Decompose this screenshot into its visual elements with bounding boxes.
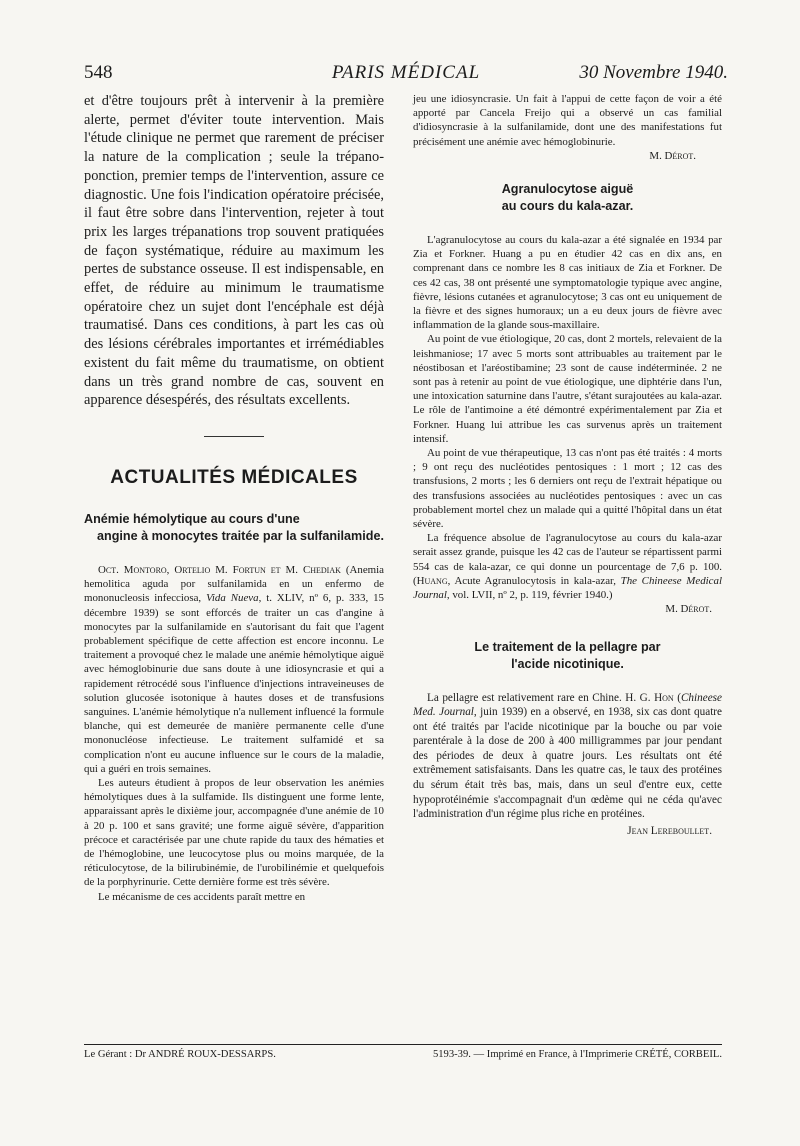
article-paragraph: Les auteurs étudient à propos de leur observation les anémies hémolytiques dues à la sulfamide. Ils distinguent une forme lente, apparaissant après le dixième jour, accompagnée d'une anémie de 10 à 20 p. 100 et sans gravité; une forme aiguë sévère, d'apparition précoce et caractérisée par une chute rapide du taux des hématies et de l'hémoglobine, une leucocytose plus ou moins marquée, de la réticulocytose, de la bilirubinémie, de l'urobilinémie et quelquefois de la porphyrinurie. Cette dernière forme est très sévère. xyxy=(84,777,384,889)
article-paragraph: Le mécanisme de ces accidents paraît mettre en xyxy=(98,890,306,903)
article-text: , t. XLIV, nº 6, p. 333, 15 décembre 1939) se sont efforcés de traiter un cas d'angine à monocytes par la sulfanilamide en s'autorisant du fait que l'agent probablement spécifique de cette affection est encore inconnu. Le traitement a provoqué chez le malade une anémie hémolytique aiguë avec hémoglobinurie due sans doute à une idiosyncrasie et qui a rapidement rétrocédé sous l'influence d'injections intraveineuses de solution glucosée isotonique à hautes doses et de transfusions sanguines. L'anémie hémolytique n'a nullement influencé la formule blanche, qui est demeurée de manière permanente celle d'une mononucléose infectieuse. Le traitement sulfamidé et sa complication n'ont eu aucune influence sur le cours de la maladie, qui a guéri en trois semaines. xyxy=(84,592,384,775)
article-title-pellagre xyxy=(413,639,722,673)
article-text: La pellagre est relativement rare en Chine. H. G. xyxy=(427,691,655,704)
article-authors: Oct. Montoro, Ortelio M. Fortun et M. Chediak xyxy=(98,563,341,576)
reference-author: Hon xyxy=(654,691,674,704)
journal-reference: The Chineese Medical Journal xyxy=(413,574,722,602)
issue-date: 30 Novembre 1940. xyxy=(579,62,728,83)
footer-rule xyxy=(84,1044,722,1045)
reference-text: (Anemia hemolitica aguda por sulfanilamida en un enfermo de mononucleosis infecciosa, xyxy=(84,563,384,605)
reference-text: ( xyxy=(673,691,681,704)
footer-manager: Le Gérant : Dr ANDRÉ ROUX-DESSARPS. xyxy=(84,1049,276,1060)
footer-printer: 5193-39. — Imprimé en France, à l'Imprimerie CRÉTÉ, CORBEIL. xyxy=(432,1049,722,1060)
article-body-agranulocytose xyxy=(413,233,722,616)
article-title-line: au cours du kala-azar. xyxy=(501,199,634,214)
article-title-agranulocytose xyxy=(413,181,722,215)
article-paragraph xyxy=(413,531,722,602)
reference-author: Huang xyxy=(416,574,448,587)
running-header xyxy=(84,62,728,88)
article-paragraph: Au point de vue étiologique, 20 cas, dont 2 mortels, relevaient de la leishmaniose; 17 avec 5 morts sont attribuables au traitement par le néostibosan et l'aréostibamine; 23 sont de cause indéterminée. 2 ne sont pas à retenir au point de vue étiologique, une diphtérie dans l'un, une intoxication saturnine dans l'autre, s'étant surajoutées au kala-azar. Le rôle de l'antimoine a été démontré expérimentalement par Zia et Forkner. Huang lui attribue les cas survenus après un traitement intensif. xyxy=(413,333,722,445)
reference-text: , vol. LVII, nº 2, p. 119, février 1940.) xyxy=(446,589,613,602)
section-title: ACTUALITÉS MÉDICALES xyxy=(110,466,358,488)
continued-paragraph: et d'être toujours prêt à intervenir à la première alerte, permet d'éviter toute intervention. Mais l'étude clinique ne permet que rarement de préciser la nature de la complication ; seule la trépano-ponction, premier temps de l'intervention, assure ce diagnostic. Une fois l'indication opératoire précisée, il faut être sobre dans l'intervention, rejeter à tout prix les larges trépanations trop souvent pratiquées de façon systématique, réduire au maximum les pertes de substance osseuse. Il est indispensable, en effet, de réduire au minimum le traumatisme opératoire chez un sujet dont l'encéphale est déjà traumatisé. Dans ces conditions, à part les cas où des lésions cérébrales importantes et irrémédiables existent du fait même du traumatisme, on obtient dans un très grand nombre de cas, souvent en apparence désespérés, des résultats excellents. xyxy=(84,93,384,409)
journal-title: PARIS MÉDICAL xyxy=(331,62,481,83)
article-title-line: Le traitement de la pellagre par xyxy=(474,639,661,654)
article-paragraph xyxy=(413,691,722,822)
article-paragraph: Au point de vue thérapeutique, 13 cas n'ont pas été traités : 4 morts ; 9 ont reçu des nucléotides pentosiques : 1 mort ; 12 cas des transfusions, 2 morts ; les 6 derniers ont reçu de l'extrait hépatique ou des transfusions associées au nucléotides pentosiques : avec un cas probablement mortel chez un malade qui a quitté l'hôpital dans un état sévère. xyxy=(413,447,722,531)
journal-reference: Vida Nueva xyxy=(206,592,259,605)
reference-text: , Acute Agranulocytosis in kala-azar, xyxy=(447,574,621,587)
separator-rule xyxy=(204,436,264,437)
author-signature: M. Dérot. xyxy=(665,603,712,616)
author-signature: Jean Lereboullet. xyxy=(627,824,712,837)
journal-reference: Chineese Med. Journal xyxy=(413,691,722,719)
author-signature: M. Dérot. xyxy=(649,149,696,162)
article-paragraph xyxy=(84,563,384,776)
article-body-anemie xyxy=(84,563,384,904)
continued-article xyxy=(84,92,384,410)
article-title-line: l'acide nicotinique. xyxy=(511,656,624,671)
article-title-line: Anémie hémolytique au cours d'une xyxy=(84,511,300,526)
left-column xyxy=(84,92,384,904)
article-title-line: angine à monocytes traitée par la sulfanilamide. xyxy=(97,528,384,543)
article-title-anemie xyxy=(84,511,384,545)
page-number: 548 xyxy=(84,62,113,83)
article-paragraph: jeu une idiosyncrasie. Un fait à l'appui de cette façon de voir a été apporté par Cancela Freijo qui a observé un cas familial d'idiosyncrasie à la sulfanilamide, dont une des manifestations fut précisément une anémie avec hémoglobinurie. xyxy=(413,93,722,148)
article-title-line: Agranulocytose aiguë xyxy=(501,182,634,197)
article-paragraph: L'agranulocytose au cours du kala-azar a été signalée en 1934 par Zia et Forkner. Huang a pu en étudier 42 cas en dix ans, en comprenant dans ce nombre les 8 cas initiaux de Zia et Forkner. De ces 42 cas, 38 ont présenté une symptomatologie typique avec angine, fièvre, lésions cutanées et agranulocytose; 3 cas ont eu uniquement de la fièvre et des signes humoraux; un a eu deux jours de fièvre avec inflammation de la glande sous-maxillaire. xyxy=(413,234,722,332)
article-body-pellagre xyxy=(413,691,722,839)
article-text: La fréquence absolue de l'agranulocytose au cours du kala-azar serait assez grande, puisque les 42 cas de l'auteur se répartissent parmi 554 cas de kala-azar, ce qui donne un pourcentage de 7,6 p. 100. ( xyxy=(413,532,722,587)
right-column xyxy=(413,92,722,838)
article-text: , juin 1939) en a observé, en 1938, six cas dont quatre ont été traités par l'acide nicotinique par la bouche ou par voie parentérale à la dose de 200 à 400 milligrammes par jour pendant des périodes de deux à quatre jours. Les résultats ont été extrêmement satisfaisants. Dans les quatre cas, le taux des protéines du sérum était très bas, mais, dans un seul d'entre eux, cette hypoprotéinémie s'accompagnait d'un œdème qui ne céda qu'avec l'administration d'un régime plus riche en protéines. xyxy=(413,706,722,821)
article-continuation-anemie xyxy=(413,92,722,163)
